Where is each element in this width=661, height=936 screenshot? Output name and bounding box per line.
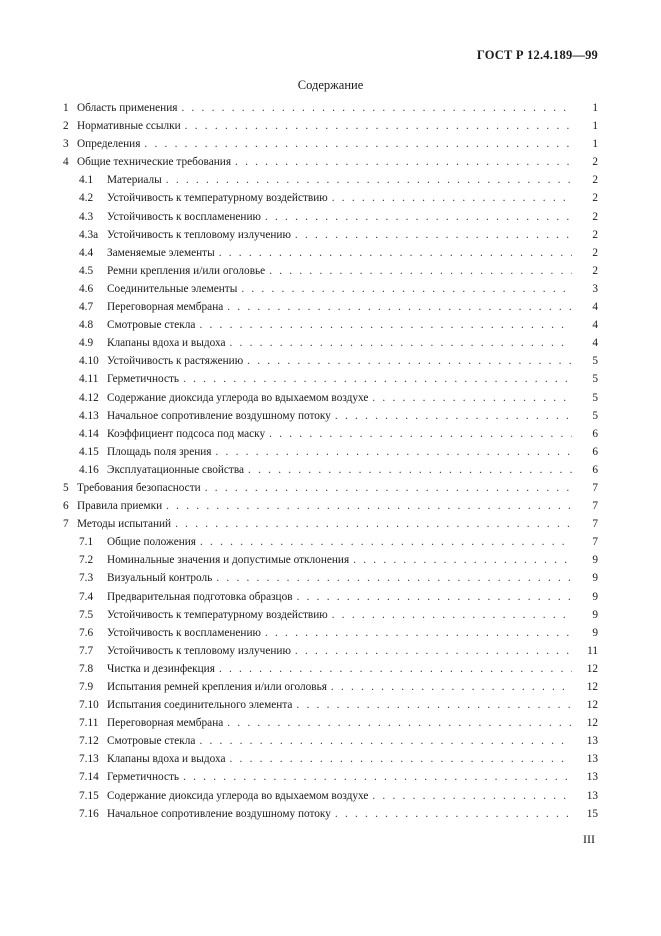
toc-dot-leader [295, 229, 572, 241]
toc-entry-label: Материалы [107, 174, 162, 187]
toc-dot-leader [296, 699, 572, 711]
toc-dot-leader [332, 609, 572, 621]
toc-entry [63, 247, 598, 265]
toc-entry-page: 2 [592, 228, 598, 241]
toc-entry [63, 102, 598, 120]
toc-entry-number: 4.15 [79, 445, 99, 458]
toc-entry-number: 4.6 [79, 282, 94, 295]
toc-entry [63, 735, 598, 753]
toc-entry-page: 13 [586, 789, 598, 802]
toc-entry-page: 13 [586, 735, 598, 748]
toc-entry-label: Устойчивость к воспламенению [107, 210, 261, 223]
toc-entry [63, 373, 598, 391]
toc-entry-label: Устойчивость к температурному воздействию [107, 608, 328, 621]
toc-entry [63, 265, 598, 283]
toc-entry-page: 7 [592, 500, 598, 513]
toc-entry-number: 4.1 [79, 174, 94, 187]
toc-entry-page: 6 [592, 445, 598, 458]
toc-dot-leader [185, 120, 572, 132]
toc-entry [63, 554, 598, 572]
toc-entry-label: Коэффициент подсоса под маску [107, 427, 266, 440]
toc-entry-number: 7.10 [79, 699, 99, 712]
toc-entry [63, 753, 598, 771]
toc-entry [63, 283, 598, 301]
toc-entry [63, 355, 598, 373]
toc-entry-number: 7.4 [79, 590, 94, 603]
toc-entry-page: 1 [592, 120, 598, 133]
toc-dot-leader [248, 464, 572, 476]
toc-dot-leader [295, 645, 572, 657]
toc-dot-leader [227, 717, 572, 729]
toc-entry-label: Содержание диоксида углерода во вдыхаемом воздухе [107, 789, 369, 802]
toc-dot-leader [166, 174, 572, 186]
toc-entry-label: Номинальные значения и допустимые отклонения [107, 554, 350, 567]
toc-entry-page: 13 [586, 753, 598, 766]
toc-entry-label: Предварительная подготовка образцов [107, 590, 293, 603]
toc-entry-page: 3 [592, 282, 598, 295]
toc-entry-page: 4 [592, 319, 598, 332]
toc-entry-number: 3 [63, 138, 69, 151]
toc-dot-leader [372, 790, 572, 802]
toc-entry-page: 2 [592, 246, 598, 259]
toc-entry-page: 4 [592, 301, 598, 314]
toc-entry-number: 7.14 [79, 771, 99, 784]
toc-entry [63, 446, 598, 464]
toc-entry [63, 428, 598, 446]
toc-entry-page: 13 [586, 771, 598, 784]
page-number: III [583, 832, 595, 846]
toc-entry-page: 6 [592, 427, 598, 440]
toc-entry-page: 2 [592, 210, 598, 223]
toc-entry-number: 7 [63, 518, 69, 531]
toc-entry-label: Методы испытаний [77, 518, 172, 531]
toc-entry [63, 609, 598, 627]
toc-entry-number: 4.4 [79, 246, 94, 259]
toc-entry [63, 500, 598, 518]
toc-entry-page: 2 [592, 156, 598, 169]
toc-dot-leader [265, 211, 572, 223]
toc-entry-number: 7.12 [79, 735, 99, 748]
toc-entry [63, 211, 598, 229]
toc-entry [63, 392, 598, 410]
toc-entry-label: Клапаны вдоха и выдоха [107, 753, 226, 766]
toc-entry-number: 5 [63, 481, 69, 494]
toc-entry-label: Начальное сопротивление воздушному потоку [107, 807, 331, 820]
toc-entry-page: 9 [592, 554, 598, 567]
toc-entry-label: Устойчивость к воспламенению [107, 626, 261, 639]
toc-entry-label: Устойчивость к тепловому излучению [107, 644, 291, 657]
toc-entry-label: Визуальный контроль [107, 572, 213, 585]
toc-entry-label: Нормативные ссылки [77, 120, 181, 133]
toc-entry [63, 591, 598, 609]
toc-entry-number: 7.7 [79, 644, 94, 657]
toc-entry-page: 9 [592, 608, 598, 621]
toc-entry-label: Смотровые стекла [107, 319, 196, 332]
toc-entry [63, 717, 598, 735]
toc-entry-label: Испытания соединительного элемента [107, 699, 293, 712]
toc-entry-label: Смотровые стекла [107, 735, 196, 748]
toc-entry-label: Общие положения [107, 536, 196, 549]
toc-entry [63, 337, 598, 355]
toc-dot-leader [230, 337, 573, 349]
toc-dot-leader [181, 102, 572, 114]
toc-entry [63, 174, 598, 192]
toc-entry-number: 4.12 [79, 391, 99, 404]
toc-entry-page: 4 [592, 337, 598, 350]
toc-entry-number: 4.7 [79, 301, 94, 314]
toc-entry [63, 229, 598, 247]
toc-entry-label: Соединительные элементы [107, 282, 238, 295]
toc-entry [63, 699, 598, 717]
toc-entry [63, 681, 598, 699]
toc-entry-number: 4.13 [79, 409, 99, 422]
toc-entry-page: 9 [592, 626, 598, 639]
toc-entry [63, 808, 598, 826]
toc-entry [63, 663, 598, 681]
toc-entry-label: Клапаны вдоха и выдоха [107, 337, 226, 350]
toc-entry-number: 4.10 [79, 355, 99, 368]
toc-entry-number: 7.15 [79, 789, 99, 802]
toc-entry-page: 1 [592, 102, 598, 114]
toc-entry-number: 2 [63, 120, 69, 133]
toc-entry-label: Переговорная мембрана [107, 301, 224, 314]
toc-dot-leader [219, 247, 572, 259]
toc-dot-leader [183, 373, 572, 385]
toc-entry-number: 7.1 [79, 536, 94, 549]
toc-entry-label: Устойчивость к растяжению [107, 355, 244, 368]
toc-entry [63, 120, 598, 138]
toc-entry-page: 2 [592, 174, 598, 187]
toc-entry-number: 4.11 [79, 373, 99, 386]
toc-entry-page: 7 [592, 518, 598, 531]
toc-dot-leader [332, 192, 572, 204]
toc-entry-number: 7.6 [79, 626, 94, 639]
toc-entry-page: 12 [586, 699, 598, 712]
toc-entry-label: Испытания ремней крепления и/или оголовья [107, 681, 327, 693]
toc-entry [63, 192, 598, 210]
toc-dot-leader [200, 536, 572, 548]
toc-entry-number: 4.2 [79, 192, 94, 205]
toc-entry-label: Начальное сопротивление воздушному потоку [107, 409, 331, 422]
toc-entry [63, 464, 598, 482]
toc-entry [63, 572, 598, 590]
toc-entry [63, 518, 598, 536]
toc-entry-page: 2 [592, 192, 598, 205]
toc-entry-label: Требования безопасности [77, 481, 201, 494]
toc-entry-page: 9 [592, 590, 598, 603]
toc-dot-leader [353, 554, 572, 566]
toc-dot-leader [205, 482, 572, 494]
toc-entry-label: Определения [77, 138, 141, 151]
toc-entry-label: Содержание диоксида углерода во вдыхаемом воздухе [107, 391, 369, 404]
toc-entry-number: 7.11 [79, 717, 99, 730]
toc-entry-page: 5 [592, 373, 598, 386]
toc-entry-number: 4.14 [79, 427, 99, 440]
toc-entry-page: 15 [586, 807, 598, 820]
toc-dot-leader [247, 355, 572, 367]
toc-entry-label: Общие технические требования [77, 156, 232, 169]
toc-entry-label: Правила приемки [77, 500, 163, 513]
toc-entry-page: 12 [586, 662, 598, 675]
toc-entry-page: 11 [587, 644, 598, 657]
toc-entry [63, 645, 598, 663]
toc-entry-number: 4.3a [79, 228, 99, 241]
toc-entry [63, 319, 598, 337]
toc-entry-label: Герметичность [107, 771, 180, 784]
toc-dot-leader [372, 392, 572, 404]
toc-entry-number: 4 [63, 156, 69, 169]
toc-entry-page: 6 [592, 463, 598, 476]
toc-dot-leader [216, 572, 572, 584]
toc-dot-leader [335, 808, 572, 820]
toc-entry-number: 7.16 [79, 807, 99, 820]
table-of-contents [63, 102, 598, 826]
toc-dot-leader [175, 518, 572, 530]
toc-entry-number: 7.13 [79, 753, 99, 766]
toc-entry-label: Устойчивость к температурному воздействию [107, 192, 328, 205]
toc-dot-leader [166, 500, 572, 512]
toc-entry-number: 4.3 [79, 210, 94, 223]
toc-entry-page: 5 [592, 391, 598, 404]
toc-entry-page: 1 [592, 138, 598, 151]
toc-entry [63, 482, 598, 500]
toc-entry [63, 790, 598, 808]
toc-entry-number: 7.8 [79, 662, 94, 675]
toc-entry-number: 4.16 [79, 463, 99, 476]
toc-entry [63, 301, 598, 319]
toc-entry [63, 156, 598, 174]
toc-entry-label: Чистка и дезинфекция [107, 662, 215, 675]
document-code: ГОСТ Р 12.4.189—99 [476, 48, 598, 62]
toc-entry-label: Герметичность [107, 373, 180, 386]
toc-entry-label: Область применения [77, 102, 178, 114]
toc-entry-number: 7.2 [79, 554, 94, 567]
toc-entry-page: 2 [592, 264, 598, 277]
toc-entry-page: 7 [592, 481, 598, 494]
toc-entry-number: 6 [63, 500, 69, 513]
toc-dot-leader [144, 138, 572, 150]
toc-dot-leader [331, 681, 572, 693]
toc-entry-number: 4.9 [79, 337, 94, 350]
toc-entry-number: 4.5 [79, 264, 94, 277]
toc-entry-page: 12 [586, 717, 598, 730]
toc-dot-leader [183, 771, 572, 783]
toc-dot-leader [235, 156, 572, 168]
toc-entry-number: 4.8 [79, 319, 94, 332]
toc-entry-number: 7.5 [79, 608, 94, 621]
toc-entry-page: 5 [592, 355, 598, 368]
toc-dot-leader [219, 663, 572, 675]
toc-dot-leader [297, 591, 572, 603]
toc-entry-label: Устойчивость к тепловому излучению [107, 228, 291, 241]
toc-entry-page: 5 [592, 409, 598, 422]
toc-entry [63, 627, 598, 645]
toc-entry-label: Переговорная мембрана [107, 717, 224, 730]
toc-entry-number: 7.9 [79, 681, 94, 693]
toc-entry-number: 7.3 [79, 572, 94, 585]
toc-dot-leader [335, 410, 572, 422]
toc-entry-page: 12 [586, 681, 598, 693]
toc-dot-leader [269, 428, 572, 440]
toc-entry [63, 138, 598, 156]
toc-dot-leader [230, 753, 573, 765]
toc-entry-label: Ремни крепления и/или оголовье [107, 264, 266, 277]
toc-entry-page: 9 [592, 572, 598, 585]
toc-dot-leader [269, 265, 572, 277]
toc-entry [63, 410, 598, 428]
toc-entry-label: Площадь поля зрения [107, 445, 212, 458]
toc-entry-label: Заменяемые элементы [107, 246, 215, 259]
toc-dot-leader [199, 735, 572, 747]
toc-dot-leader [241, 283, 572, 295]
toc-dot-leader [216, 446, 573, 458]
toc-dot-leader [265, 627, 572, 639]
toc-dot-leader [199, 319, 572, 331]
toc-entry-number: 1 [63, 102, 69, 114]
toc-dot-leader [227, 301, 572, 313]
toc-entry-label: Эксплуатационные свойства [107, 463, 245, 476]
toc-entry-page: 7 [592, 536, 598, 549]
toc-entry [63, 771, 598, 789]
page-title: Содержание [297, 78, 364, 92]
toc-entry [63, 536, 598, 554]
